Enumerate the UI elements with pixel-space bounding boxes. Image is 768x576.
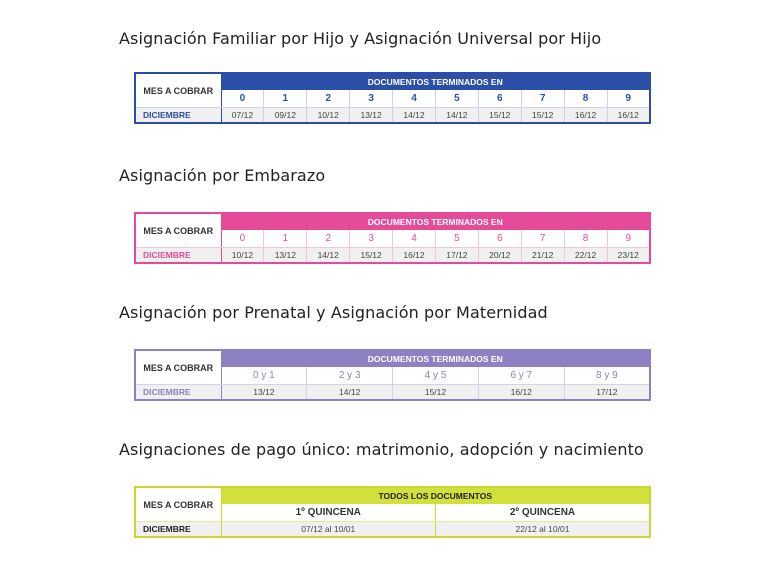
month-label: DICIEMBRE xyxy=(135,385,221,401)
payment-date: 15/12 xyxy=(521,108,564,124)
doc-digit: 6 y 7 xyxy=(478,367,564,385)
mes-a-cobrar-label: MES A COBRAR xyxy=(135,487,221,522)
doc-digit: 8 y 9 xyxy=(564,367,650,385)
payment-date: 23/12 xyxy=(607,248,650,264)
doc-digit: 5 xyxy=(435,230,478,248)
doc-digit: 9 xyxy=(607,90,650,108)
payment-date: 10/12 xyxy=(307,108,350,124)
quincena-label: 2º QUINCENA xyxy=(436,504,651,522)
doc-digit: 7 xyxy=(521,230,564,248)
table-header: DOCUMENTOS TERMINADOS EN xyxy=(221,350,650,367)
payment-date-range: 07/12 al 10/01 xyxy=(221,522,436,538)
payment-date: 16/12 xyxy=(393,248,436,264)
doc-digit: 2 xyxy=(307,90,350,108)
payment-table-prenatal xyxy=(134,349,651,401)
payment-date: 15/12 xyxy=(350,248,393,264)
section-title-pago-unico: Asignaciones de pago único: matrimonio, adopción y nacimiento xyxy=(119,440,644,459)
doc-digit: 2 xyxy=(307,230,350,248)
payment-date: 16/12 xyxy=(607,108,650,124)
table-header: TODOS LOS DOCUMENTOS xyxy=(221,487,650,504)
doc-digit: 7 xyxy=(521,90,564,108)
section-title-auh: Asignación Familiar por Hijo y Asignación Universal por Hijo xyxy=(119,29,602,48)
doc-digit: 0 y 1 xyxy=(221,367,307,385)
payment-date: 13/12 xyxy=(221,385,307,401)
payment-date: 14/12 xyxy=(435,108,478,124)
table-header: DOCUMENTOS TERMINADOS EN xyxy=(221,213,650,230)
doc-digit: 1 xyxy=(264,90,307,108)
section-title-prenatal: Asignación por Prenatal y Asignación por Maternidad xyxy=(119,303,548,322)
doc-digit: 1 xyxy=(264,230,307,248)
payment-date: 20/12 xyxy=(478,248,521,264)
payment-table-embarazo xyxy=(134,212,651,264)
payment-date: 16/12 xyxy=(478,385,564,401)
doc-digit: 4 xyxy=(393,230,436,248)
table-header: DOCUMENTOS TERMINADOS EN xyxy=(221,73,650,90)
mes-a-cobrar-label: MES A COBRAR xyxy=(135,213,221,248)
payment-date: 17/12 xyxy=(435,248,478,264)
payment-date: 13/12 xyxy=(350,108,393,124)
doc-digit: 6 xyxy=(478,90,521,108)
payment-date: 10/12 xyxy=(221,248,264,264)
doc-digit: 4 y 5 xyxy=(393,367,479,385)
payment-date: 14/12 xyxy=(393,108,436,124)
payment-date: 17/12 xyxy=(564,385,650,401)
doc-digit: 9 xyxy=(607,230,650,248)
doc-digit: 8 xyxy=(564,90,607,108)
section-title-embarazo: Asignación por Embarazo xyxy=(119,166,326,185)
month-label: DICIEMBRE xyxy=(135,248,221,264)
doc-digit: 0 xyxy=(221,230,264,248)
quincena-label: 1º QUINCENA xyxy=(221,504,436,522)
doc-digit: 6 xyxy=(478,230,521,248)
payment-date: 09/12 xyxy=(264,108,307,124)
doc-digit: 4 xyxy=(393,90,436,108)
doc-digit: 3 xyxy=(350,90,393,108)
payment-date: 22/12 xyxy=(564,248,607,264)
payment-date: 13/12 xyxy=(264,248,307,264)
payment-table-auh xyxy=(134,72,651,124)
payment-date-range: 22/12 al 10/01 xyxy=(436,522,651,538)
doc-digit: 8 xyxy=(564,230,607,248)
payment-date: 16/12 xyxy=(564,108,607,124)
payment-date: 14/12 xyxy=(307,248,350,264)
doc-digit: 0 xyxy=(221,90,264,108)
mes-a-cobrar-label: MES A COBRAR xyxy=(135,350,221,385)
mes-a-cobrar-label: MES A COBRAR xyxy=(135,73,221,108)
month-label: DICIEMBRE xyxy=(135,108,221,124)
doc-digit: 3 xyxy=(350,230,393,248)
payment-date: 07/12 xyxy=(221,108,264,124)
doc-digit: 5 xyxy=(435,90,478,108)
payment-date: 15/12 xyxy=(478,108,521,124)
payment-date: 14/12 xyxy=(307,385,393,401)
payment-table-pago-unico xyxy=(134,486,651,538)
payment-date: 21/12 xyxy=(521,248,564,264)
month-label: DICIEMBRE xyxy=(135,522,221,538)
doc-digit: 2 y 3 xyxy=(307,367,393,385)
payment-date: 15/12 xyxy=(393,385,479,401)
